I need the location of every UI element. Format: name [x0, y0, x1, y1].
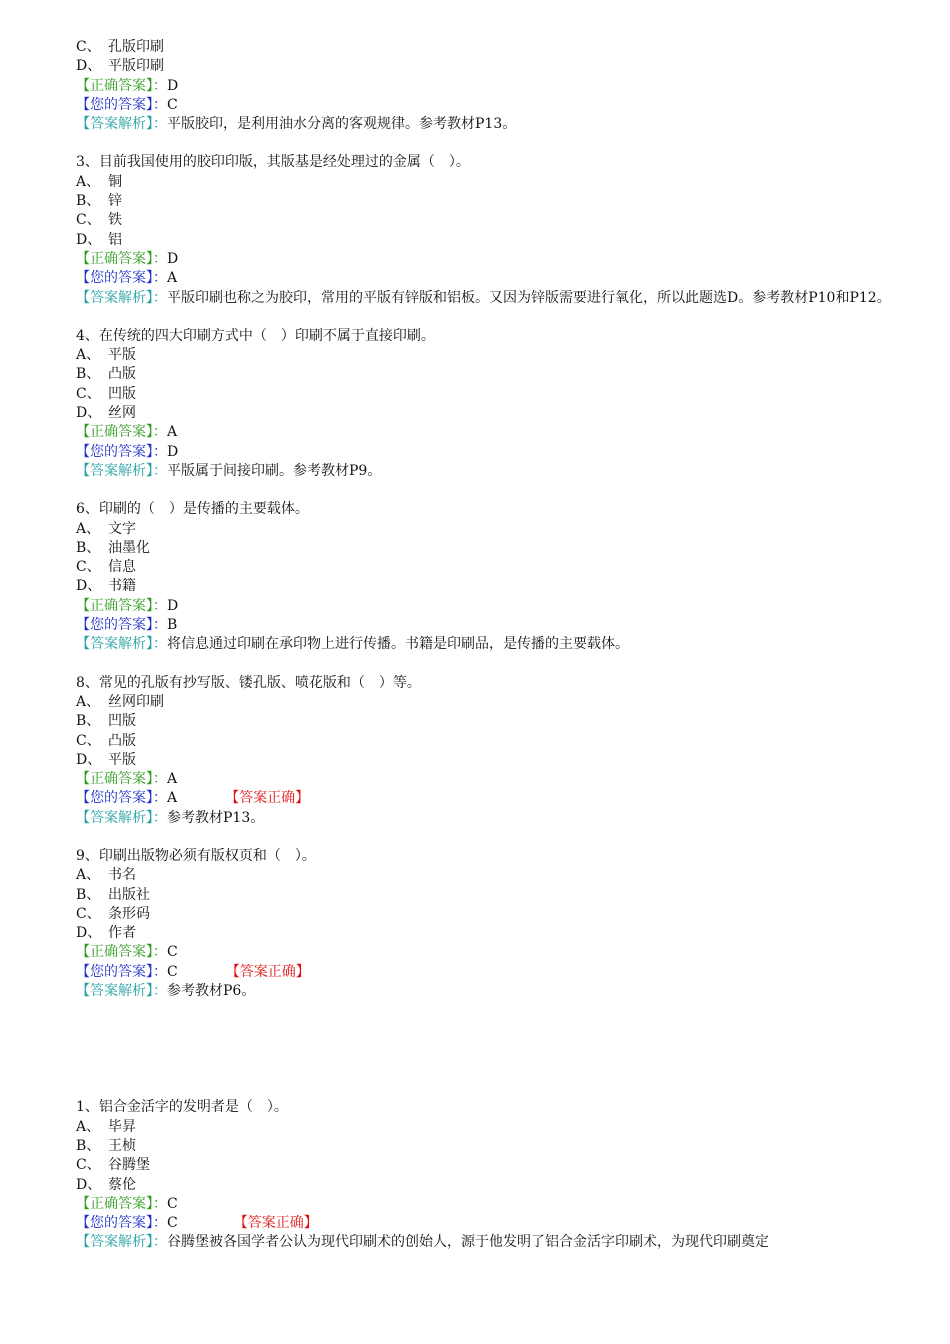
option-c: C、 谷腾堡	[76, 1157, 150, 1174]
correct-answer-value: C	[167, 944, 178, 961]
analysis-row	[76, 1233, 896, 1252]
your-answer-value: C	[167, 1215, 178, 1232]
your-answer-row	[76, 443, 896, 462]
question-stem: 4、在传统的四大印刷方式中（ ）印刷不属于直接印刷。	[76, 327, 435, 344]
your-answer-row	[76, 963, 896, 982]
your-answer-value: C	[167, 96, 178, 113]
question-block-2-tail	[76, 38, 896, 134]
your-answer-value: A	[167, 270, 178, 287]
answer-correct-tag: 【答案正确】	[233, 1215, 318, 1232]
question-block	[76, 327, 896, 481]
question-stem: 1、铝合金活字的发明者是（ ）。	[76, 1099, 288, 1116]
analysis-label: 【答案解析】：	[76, 1234, 167, 1251]
option-a: A、 平版	[76, 347, 136, 364]
option-d: D、 蔡伦	[76, 1176, 136, 1193]
quiz-page	[76, 38, 896, 1253]
correct-answer-label: 【正确答案】：	[76, 944, 167, 961]
option-d: D、 丝网	[76, 405, 136, 422]
option-a: A、 书名	[76, 867, 136, 884]
your-answer-label: 【您的答案】：	[76, 617, 167, 634]
your-answer-row	[76, 269, 896, 288]
your-answer-label: 【您的答案】：	[76, 1215, 167, 1232]
your-answer-label: 【您的答案】：	[76, 96, 167, 113]
question-stem: 8、常见的孔版有抄写版、镂孔版、喷花版和（ ）等。	[76, 674, 421, 691]
analysis-text: 谷腾堡被各国学者公认为现代印刷术的创始人，源于他发明了铝合金活字印刷术，为现代印刷奠定	[167, 1234, 769, 1251]
correct-answer-value: D	[167, 597, 179, 614]
analysis-text: 参考教材P6。	[167, 983, 256, 1000]
question-block	[76, 674, 896, 828]
your-answer-label: 【您的答案】：	[76, 963, 167, 980]
option-c: C、 条形码	[76, 905, 150, 922]
answer-correct-tag: 【答案正确】	[225, 963, 310, 980]
option-b: B、 出版社	[76, 886, 150, 903]
correct-answer-row	[76, 423, 896, 442]
option-c: C、 孔版印刷	[76, 39, 164, 55]
option-a: A、 铜	[76, 173, 122, 190]
option-b: B、 凹版	[76, 713, 136, 730]
your-answer-label: 【您的答案】：	[76, 443, 167, 460]
analysis-row	[76, 809, 896, 828]
answer-correct-tag: 【答案正确】	[225, 790, 310, 807]
correct-answer-label: 【正确答案】：	[76, 424, 167, 441]
option-c: C、 铁	[76, 212, 122, 229]
your-answer-value: B	[167, 617, 178, 634]
option-d: D、 铝	[76, 231, 122, 248]
option-d: D、 平版	[76, 751, 136, 768]
correct-answer-label: 【正确答案】：	[76, 597, 167, 614]
your-answer-value: C	[167, 963, 178, 980]
question-stem: 9、印刷出版物必须有版权页和（ ）。	[76, 847, 316, 864]
analysis-label: 【答案解析】：	[76, 289, 167, 306]
analysis-label: 【答案解析】：	[76, 116, 167, 133]
analysis-row	[76, 462, 896, 481]
option-b: B、 锌	[76, 193, 122, 210]
correct-answer-label: 【正确答案】：	[76, 77, 167, 94]
option-a: A、 丝网印刷	[76, 693, 164, 710]
option-c: C、 凹版	[76, 385, 136, 402]
option-a: A、 文字	[76, 520, 136, 537]
option-b: B、 油墨化	[76, 539, 150, 556]
correct-answer-row	[76, 770, 896, 789]
your-answer-row	[76, 789, 896, 808]
correct-answer-row	[76, 943, 896, 962]
your-answer-label: 【您的答案】：	[76, 270, 167, 287]
question-stem: 3、目前我国使用的胶印印版，其版基是经处理过的金属（ ）。	[76, 154, 470, 171]
option-d: D、 书籍	[76, 578, 136, 595]
correct-answer-row	[76, 1195, 896, 1214]
analysis-row	[76, 635, 896, 654]
analysis-row	[76, 115, 896, 134]
correct-answer-value: D	[167, 77, 179, 94]
question-block	[76, 153, 896, 307]
analysis-text: 平版胶印，是利用油水分离的客观规律。参考教材P13。	[167, 116, 517, 133]
option-b: B、 王桢	[76, 1137, 136, 1154]
analysis-row	[76, 982, 896, 1001]
your-answer-row	[76, 1214, 896, 1233]
correct-answer-label: 【正确答案】：	[76, 1195, 167, 1212]
option-c: C、 凸版	[76, 732, 136, 749]
correct-answer-row	[76, 250, 896, 269]
analysis-text: 平版属于间接印刷。参考教材P9。	[167, 462, 382, 479]
option-c: C、 信息	[76, 559, 136, 576]
question-block	[76, 500, 896, 654]
correct-answer-label: 【正确答案】：	[76, 771, 167, 788]
correct-answer-value: A	[167, 424, 178, 441]
question-stem: 6、印刷的（ ）是传播的主要载体。	[76, 501, 309, 518]
question-block	[76, 847, 896, 1001]
analysis-label: 【答案解析】：	[76, 983, 167, 1000]
correct-answer-label: 【正确答案】：	[76, 250, 167, 267]
analysis-text: 将信息通过印刷在承印物上进行传播。书籍是印刷品，是传播的主要载体。	[167, 636, 629, 653]
your-answer-row	[76, 616, 896, 635]
your-answer-value: A	[167, 790, 178, 807]
analysis-text: 平版印刷也称之为胶印，常用的平版有锌版和铝板。又因为锌版需要进行氧化，所以此题选D。参考教材P10和P12。	[167, 289, 891, 306]
correct-answer-value: C	[167, 1195, 178, 1212]
correct-answer-row	[76, 597, 896, 616]
analysis-label: 【答案解析】：	[76, 636, 167, 653]
your-answer-row	[76, 96, 896, 115]
analysis-label: 【答案解析】：	[76, 462, 167, 479]
analysis-row	[76, 289, 896, 308]
option-d: D、 平版印刷	[76, 58, 164, 75]
analysis-label: 【答案解析】：	[76, 809, 167, 826]
option-d: D、 作者	[76, 925, 136, 942]
correct-answer-value: D	[167, 250, 179, 267]
option-a: A、 毕昇	[76, 1118, 136, 1135]
option-b: B、 凸版	[76, 366, 136, 383]
correct-answer-value: A	[167, 771, 178, 788]
correct-answer-row	[76, 77, 896, 96]
analysis-text: 参考教材P13。	[167, 809, 265, 826]
question-block	[76, 1098, 896, 1252]
your-answer-label: 【您的答案】：	[76, 790, 167, 807]
your-answer-value: D	[167, 443, 179, 460]
